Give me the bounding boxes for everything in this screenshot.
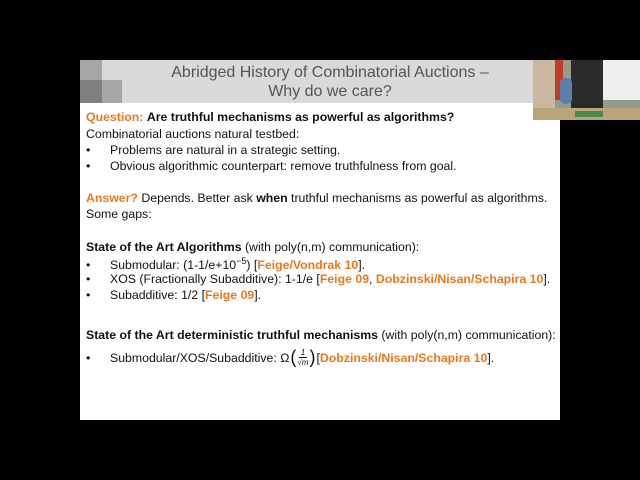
bullet-icon: • <box>86 159 91 173</box>
item-text: XOS (Fractionally Subadditive): 1-1/e [ <box>110 272 320 286</box>
algo-heading <box>86 240 419 254</box>
algo-item <box>86 272 550 286</box>
decor-square <box>80 60 102 80</box>
decor-square <box>80 80 102 103</box>
title-line-1: Abridged History of Combinatorial Auctions – <box>171 64 489 81</box>
answer-bold: when <box>256 191 288 205</box>
item-text: ]. <box>358 258 366 273</box>
slide <box>80 60 560 420</box>
question-text: Are truthful mechanisms as powerful as algorithms? <box>146 110 455 124</box>
decor-square <box>102 80 122 103</box>
item-text: ) [ <box>246 258 258 273</box>
question <box>86 110 454 124</box>
title-line-2: Why do we care? <box>268 83 392 100</box>
heading-suffix: (with poly(n,m) communication): <box>241 240 420 254</box>
item-text: ]. <box>254 288 262 302</box>
bullet-text: Problems are natural in a strategic setting. <box>110 143 341 157</box>
mech-heading <box>86 328 556 342</box>
heading-bold: State of the Art Algorithms <box>86 240 242 254</box>
citation: Dobzinski/Nisan/Schapira 10 <box>319 350 488 365</box>
algo-item <box>86 288 261 302</box>
bullet-item <box>86 159 457 173</box>
item-text: Submodular/XOS/Subadditive: Ω <box>110 350 290 365</box>
exponent: −5 <box>236 256 247 266</box>
bullet-icon: • <box>86 288 91 302</box>
heading-suffix: (with poly(n,m) communication): <box>378 328 556 342</box>
some-gaps: Some gaps: <box>86 207 152 221</box>
fraction <box>297 348 308 367</box>
speaker-video-thumbnail <box>533 60 640 120</box>
citation: Dobzinski/Nisan/Schapira 10 <box>375 272 544 286</box>
bullet-icon: • <box>86 258 91 273</box>
answer-text: Depends. Better ask <box>137 191 257 205</box>
answer <box>86 191 547 205</box>
bullet-text: Obvious algorithmic counterpart: remove truthfulness from goal. <box>110 159 457 173</box>
item-text: [ <box>316 350 320 365</box>
item-text: Subadditive: 1/2 [ <box>110 288 206 302</box>
numerator: 1 <box>300 348 306 357</box>
bullet-icon: • <box>86 350 91 365</box>
bullet-item <box>86 143 340 157</box>
item-text: , <box>369 272 376 286</box>
question-label: Question: <box>86 110 144 124</box>
mech-item: • Submodular/XOS/Subadditive: Ω ( $\frac{1}{√m}$ ) [ Dobzinski/Nisan/Schapira 10 ]. <box>86 347 495 367</box>
slide-header <box>80 60 533 103</box>
citation: Feige/Vondrak 10 <box>257 258 359 273</box>
item-text: Submodular: (1-1/e+10 <box>110 258 237 273</box>
item-text: ]. <box>543 272 551 286</box>
bullet-icon: • <box>86 143 91 157</box>
algo-item <box>86 256 365 272</box>
item-text: ]. <box>487 350 495 365</box>
citation: Feige 09 <box>205 288 255 302</box>
citation: Feige 09 <box>319 272 370 286</box>
answer-label: Answer? <box>86 191 138 205</box>
slide-title <box>130 63 530 101</box>
testbed-text: Combinatorial auctions natural testbed: <box>86 127 300 141</box>
answer-text: truthful mechanisms as powerful as algorithms. <box>287 191 548 205</box>
bullet-icon: • <box>86 272 91 286</box>
denominator: √m <box>297 358 309 367</box>
heading-bold: State of the Art deterministic truthful mechanisms <box>86 328 378 342</box>
